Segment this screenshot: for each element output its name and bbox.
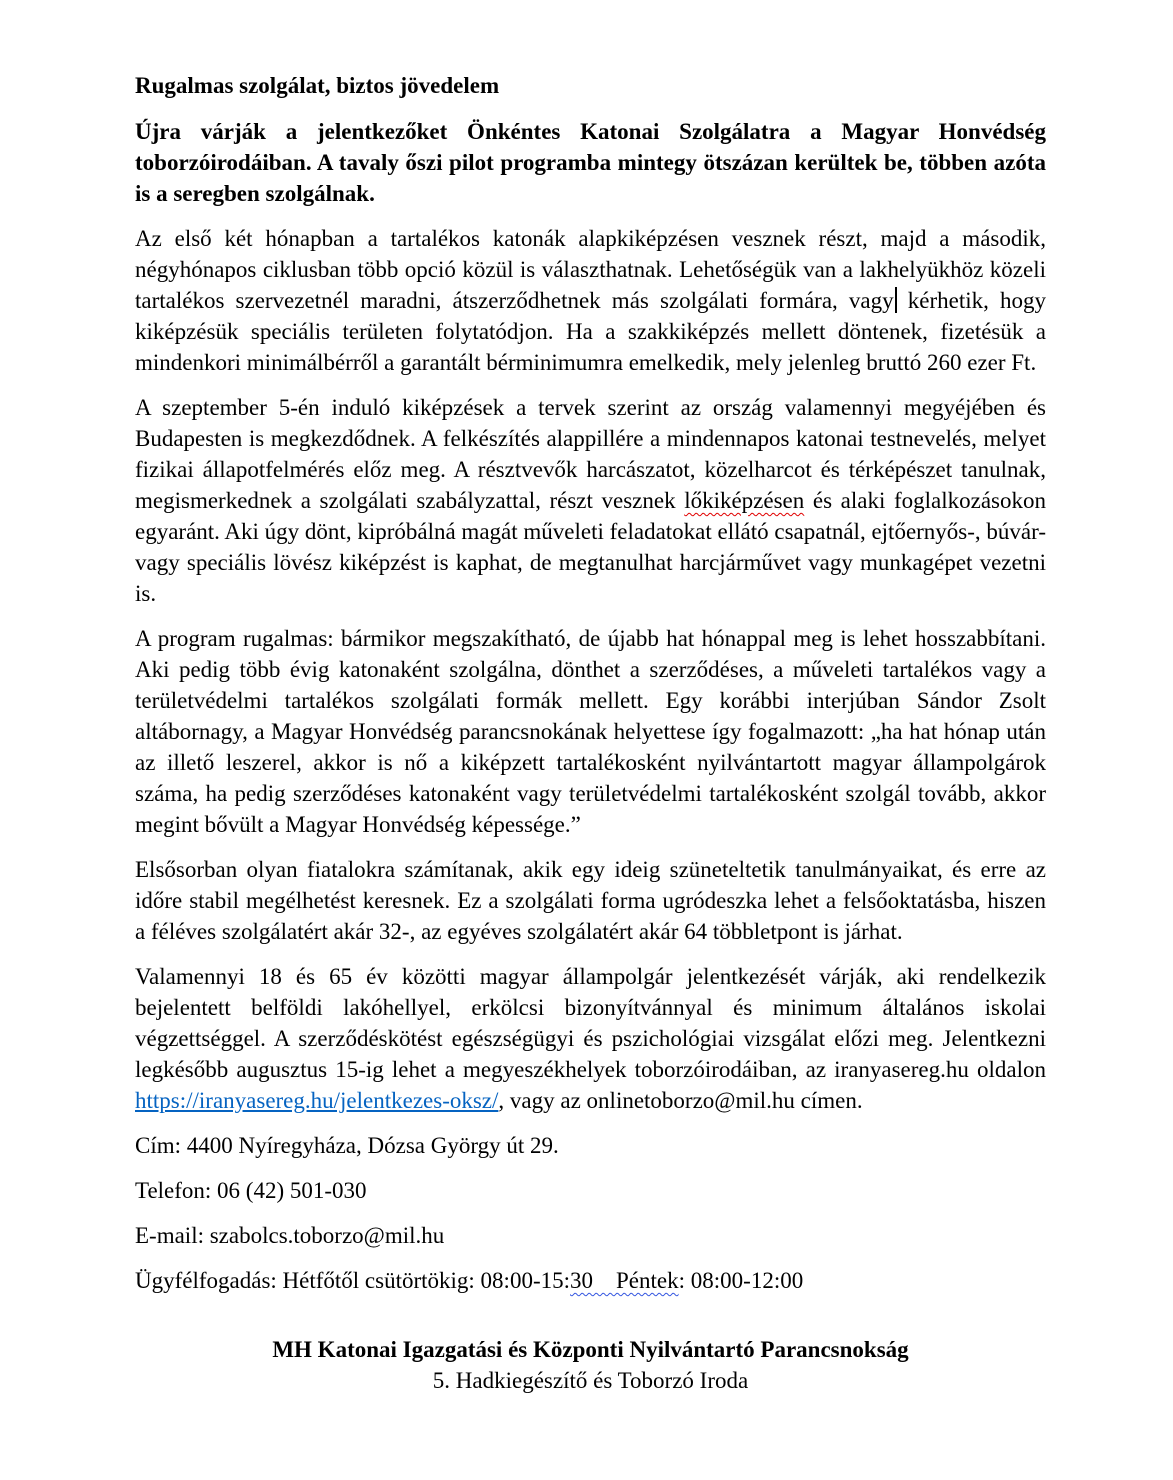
- text-run: : 08:00-12:00: [678, 1268, 804, 1293]
- document-body: [135, 116, 1046, 1296]
- contact-email: [135, 1220, 1046, 1251]
- text-run: Cím: 4400 Nyíregyháza, Dózsa György út 29.: [135, 1133, 559, 1158]
- footer-office-name: 5. Hadkiegészítő és Toborzó Iroda: [432, 1368, 749, 1393]
- grammar-error-text: 30 Péntek: [570, 1268, 679, 1293]
- text-run: , vagy az onlinetoborzo@mil.hu címen.: [498, 1088, 863, 1113]
- text-run: Újra várják a jelentkezőket Önkéntes Katonai Szolgálatra a Magyar Honvédség toborzóirodáiban. A tavaly őszi pilot programba mintegy ötszázan kerültek be, többen azóta is a seregben szolgálnak.: [135, 119, 1046, 206]
- text-run: E-mail: szabolcs.toborzo@mil.hu: [135, 1223, 445, 1248]
- document-title: Rugalmas szolgálat, biztos jövedelem: [135, 73, 500, 98]
- text-run: Telefon: 06 (42) 501-030: [135, 1178, 367, 1203]
- paragraph-flexible-program: [135, 623, 1046, 840]
- contact-address: [135, 1130, 1046, 1161]
- paragraph-basic-training: [135, 223, 1046, 378]
- paragraph-application: [135, 961, 1046, 1116]
- text-run: A szeptember 5-én induló kiképzések a tervek szerint az ország valamennyi megyéjében és Budapesten is megkezdődnek. A felkészítés alappillére a mindennapos katonai testnevelés, melyet fizikai állapotfelmérés előz meg. A résztvevők harcászatot, közelharcot és térképészet tanulnak, megismerkednek a szolgálati szabályzattal, részt vesznek: [135, 395, 1046, 513]
- footer-org-name: MH Katonai Igazgatási és Központi Nyilvántartó Parancsnokság: [272, 1337, 909, 1362]
- text-run: Ügyfélfogadás: Hétfőtől csütörtökig: 08:00-15:: [135, 1268, 571, 1293]
- spellcheck-error-word: lőkiképzésen: [684, 488, 805, 513]
- text-run: Az első két hónapban a tartalékos katonák alapkiképzésen vesznek részt, majd a második, négyhónapos ciklusban több opció közül is választhatnak. Lehetőségük van a lakhelyükhöz közeli tartalékos szervezetnél maradni, átszerződhetnek más szolgálati formára, vagy: [135, 226, 1046, 313]
- hyperlink-jelentkezes[interactable]: https://iranyasereg.hu/jelentkezes-oksz/: [135, 1088, 499, 1113]
- text-run: kérhetik, hogy kiképzésük speciális területen folytatódjon. Ha a szakkiképzés mellett döntenek, fizetésük a mindenkori minimálbérről a garantált bérminimumra emelkedik, mely jelenleg bruttó 260 ezer Ft.: [135, 288, 1046, 375]
- document-footer: [135, 1334, 1046, 1396]
- contact-office-hours: [135, 1265, 1046, 1296]
- text-run: Elsősorban olyan fiatalokra számítanak, akik egy ideig szüneteltetik tanulmányaikat, és erre az időre stabil megélhetést keresnek. Ez a szolgálati forma ugródeszka lehet a felsőoktatásba, hiszen a féléves szolgálatért akár 32-, az egyéves szolgálatért akár 64 többletpont is járhat.: [135, 857, 1046, 944]
- text-run: és alaki foglalkozásokon egyaránt. Aki úgy dönt, kipróbálná magát műveleti feladatokat ellátó csapatnál, ejtőernyős-, búvár- vagy speciális lövész kiképzést is kaphat, de megtanulhat harcjárművet vagy munkagépet vezetni is.: [135, 488, 1046, 606]
- text-run: A program rugalmas: bármikor megszakítható, de újabb hat hónappal meg is lehet hosszabbítani. Aki pedig több évig katonaként szolgálna, dönthet a szerződéses, a műveleti tartalékos vagy a területvédelmi tartalékos szolgálati formák mellett. Egy korábbi interjúban Sándor Zsolt altábornagy, a Magyar Honvédség parancsnokának helyettese így fogalmazott: „ha hat hónap után az illető leszerel, akkor is nő a kiképzett tartalékosként nyilvántartott magyar állampolgárok száma, ha pedig szerződéses katonaként vagy területvédelmi tartalékosként szolgál tovább, akkor megint bővült a Magyar Honvédség képessége.”: [135, 626, 1046, 837]
- paragraph-students: [135, 854, 1046, 947]
- lead-paragraph: [135, 116, 1046, 209]
- paragraph-september-start: [135, 392, 1046, 609]
- contact-phone: [135, 1175, 1046, 1206]
- text-run: Valamennyi 18 és 65 év közötti magyar állampolgár jelentkezését várják, aki rendelkezik bejelentett belföldi lakóhellyel, erkölcsi bizonyítvánnyal és minimum általános iskolai végzettséggel. A szerződéskötést egészségügyi és pszichológiai vizsgálat előzi meg. Jelentkezni legkésőbb augusztus 15-ig lehet a megyeszékhelyek toborzóirodáiban, az iranyasereg.hu oldalon: [135, 964, 1046, 1082]
